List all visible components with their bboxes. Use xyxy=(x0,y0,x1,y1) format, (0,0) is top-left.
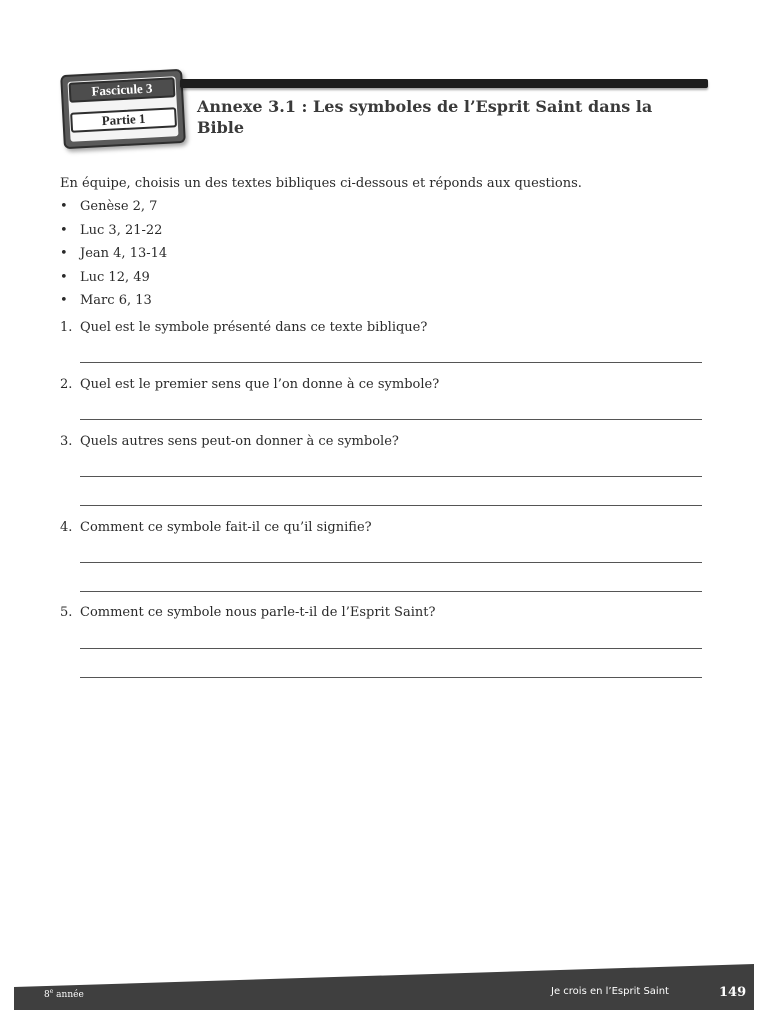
bullet-icon: • xyxy=(60,269,68,285)
question-text: Comment ce symbole fait-il ce qu’il signifie? xyxy=(80,520,372,535)
question-number: 1. xyxy=(60,320,73,335)
list-item: • Luc 3, 21-22 xyxy=(60,222,163,238)
question-text: Comment ce symbole nous parle-t-il de l’Esprit Saint? xyxy=(80,605,436,620)
question-text: Quels autres sens peut-on donner à ce symbole? xyxy=(80,434,399,449)
list-item: • Genèse 2, 7 xyxy=(60,199,158,214)
list-item: • Luc 12, 49 xyxy=(60,269,150,285)
list-item: • Jean 4, 13-14 xyxy=(60,246,168,261)
answer-line[interactable] xyxy=(80,505,702,506)
answer-line[interactable] xyxy=(80,648,702,649)
answer-line[interactable] xyxy=(80,677,702,678)
partie-label: Partie 1 xyxy=(70,107,177,133)
intro-text: En équipe, choisis un des textes bibliques ci-dessous et réponds aux questions. xyxy=(60,176,582,191)
page-number: 149 xyxy=(719,985,747,1000)
bullet-icon: • xyxy=(60,199,68,214)
bullet-icon: • xyxy=(60,246,68,261)
footer-grade: 8e année xyxy=(44,988,84,1000)
fascicule-label: Fascicule 3 xyxy=(69,77,176,103)
reference-list xyxy=(60,199,705,317)
question-number: 3. xyxy=(60,434,73,449)
question-number: 2. xyxy=(60,377,73,392)
answer-line[interactable] xyxy=(80,476,702,477)
instructions xyxy=(60,176,705,317)
title-rule xyxy=(180,79,708,88)
bullet-icon: • xyxy=(60,222,68,238)
section-badge xyxy=(60,69,186,149)
question-number: 5. xyxy=(60,605,73,620)
question-text: Quel est le symbole présenté dans ce texte biblique? xyxy=(80,320,428,335)
question-text: Quel est le premier sens que l’on donne à ce symbole? xyxy=(80,377,440,392)
question-number: 4. xyxy=(60,520,73,535)
bullet-icon: • xyxy=(60,293,68,308)
answer-line[interactable] xyxy=(80,562,702,563)
page-title: Annexe 3.1 : Les symboles de l’Esprit Saint dans la Bible xyxy=(197,97,653,137)
answer-line[interactable] xyxy=(80,419,702,420)
list-item: • Marc 6, 13 xyxy=(60,293,152,308)
footer-book-title: Je crois en l’Esprit Saint xyxy=(551,986,669,997)
answer-line[interactable] xyxy=(80,362,702,363)
answer-line[interactable] xyxy=(80,591,702,592)
